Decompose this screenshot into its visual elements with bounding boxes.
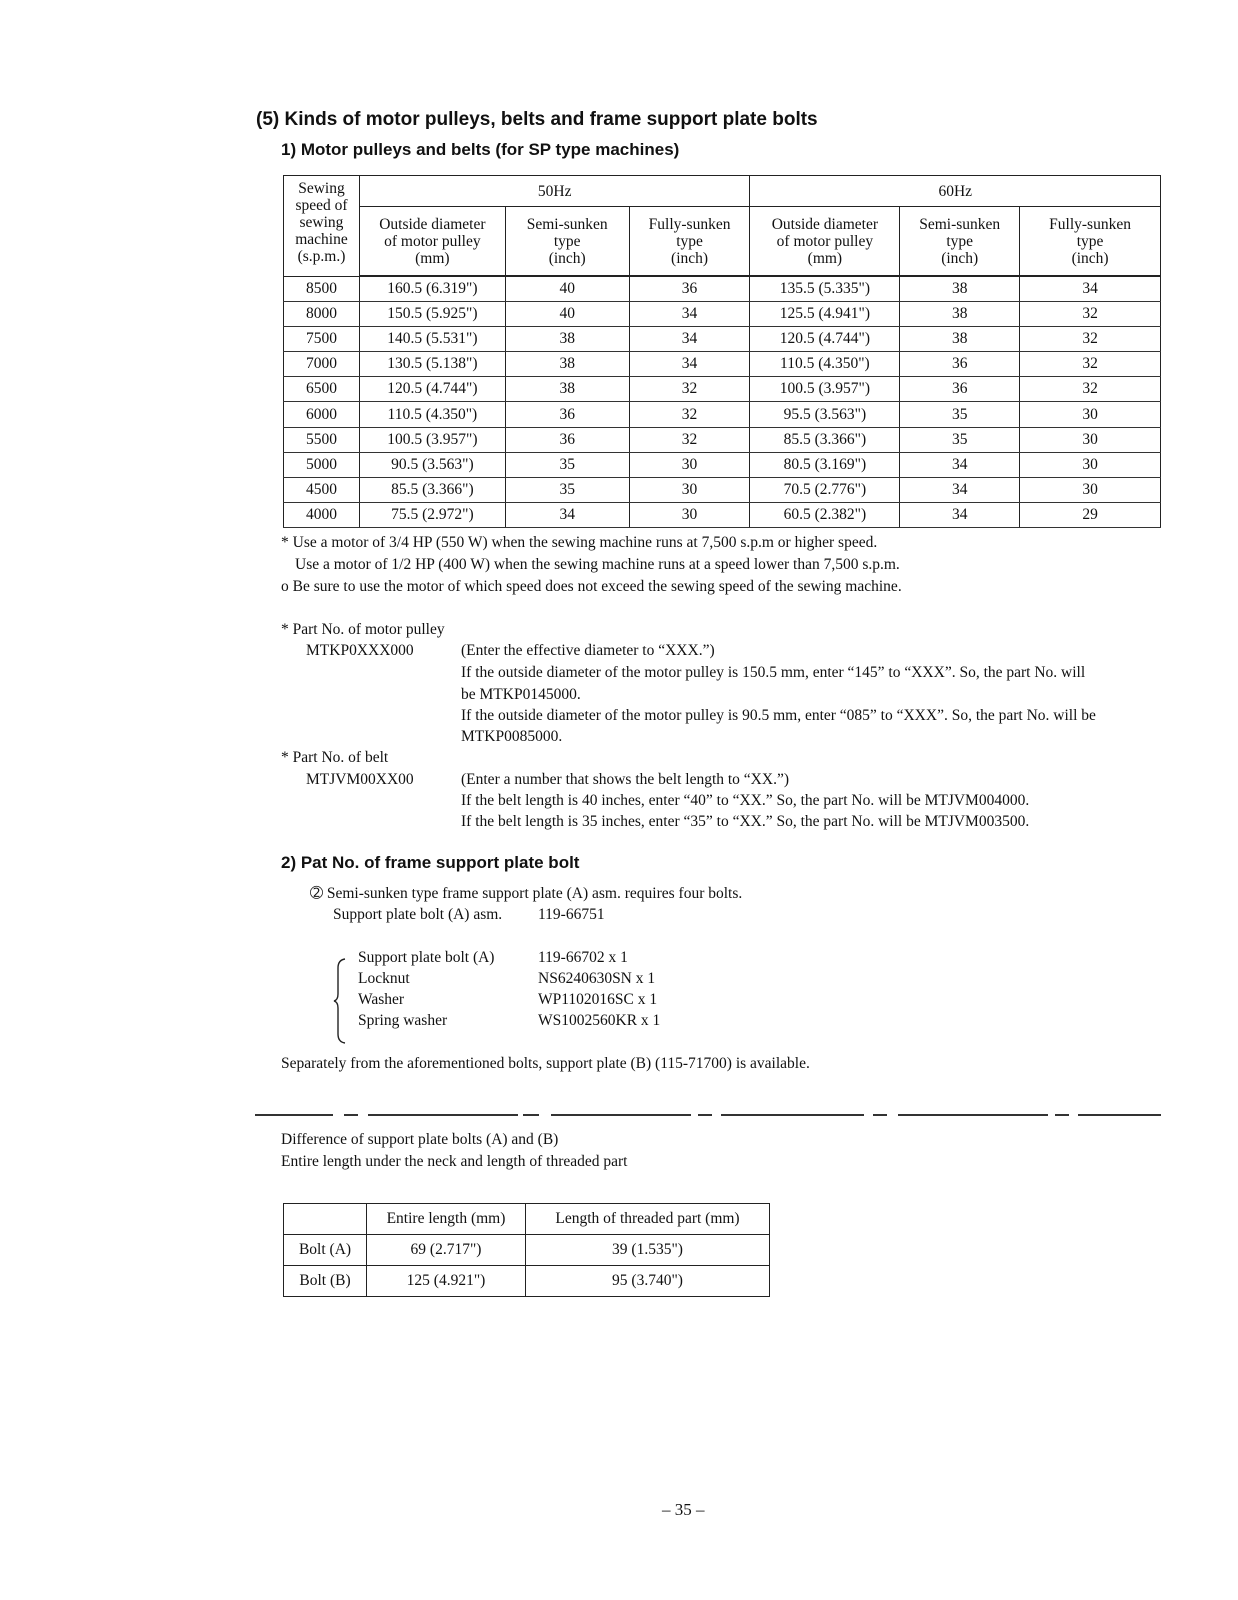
fully-50-cell: 34 [629, 326, 750, 351]
fully-50-cell: 30 [629, 478, 750, 503]
semi-60-cell: 36 [900, 377, 1020, 402]
fully-50-cell: 36 [629, 276, 750, 301]
speed-cell: 6500 [284, 377, 360, 402]
semi-60-cell: 38 [900, 326, 1020, 351]
motor-pulley-table [283, 175, 1161, 528]
pulley-60-cell: 110.5 (4.350") [750, 352, 900, 377]
bolt-item-code: NS6240630SN x 1 [538, 970, 656, 987]
pulley-50-cell: 120.5 (4.744") [359, 377, 505, 402]
pulley-50-cell: 130.5 (5.138") [359, 352, 505, 377]
fully-60-cell: 30 [1020, 402, 1161, 427]
bolt-difference-table [283, 1203, 770, 1297]
pulley-60-cell: 135.5 (5.335") [750, 276, 900, 301]
pulley-50-cell: 90.5 (3.563") [359, 452, 505, 477]
bolt-item-code: WP1102016SC x 1 [538, 991, 658, 1008]
pulley-part-line: MTKP0085000. [461, 728, 563, 745]
bolt-entire-length: 125 (4.921") [367, 1266, 526, 1297]
bolt-item-code: 119-66702 x 1 [538, 949, 628, 966]
bolt-header-entire: Entire length (mm) [367, 1204, 526, 1235]
bolt-item-name: Spring washer [358, 1012, 448, 1029]
support-plate-b-note: Separately from the aforementioned bolts, support plate (B) (115-71700) is available. [281, 1055, 810, 1072]
semi-60-cell: 34 [900, 503, 1020, 528]
fully-50-cell: 32 [629, 377, 750, 402]
pulley-60-cell: 100.5 (3.957") [750, 377, 900, 402]
table-row [284, 402, 1161, 427]
pulley-part-line: If the outside diameter of the motor pulley is 90.5 mm, enter “085” to “XXX”. So, the part No. will be [461, 707, 1096, 724]
speed-cell: 8000 [284, 301, 360, 326]
pulley-part-line: (Enter the effective diameter to “XXX.”) [461, 642, 715, 659]
pulley-60-cell: 70.5 (2.776") [750, 478, 900, 503]
brace-icon [333, 958, 347, 1044]
semi-60-cell: 38 [900, 301, 1020, 326]
header-semi-50: Semi-sunken type (inch) [505, 207, 629, 277]
pulley-60-cell: 80.5 (3.169") [750, 452, 900, 477]
subsection-motor-pulleys: 1) Motor pulleys and belts (for SP type machines) [281, 140, 680, 159]
fully-60-cell: 29 [1020, 503, 1161, 528]
section-title: (5) Kinds of motor pulleys, belts and frame support plate bolts [256, 109, 818, 130]
bolt-name: Bolt (B) [284, 1266, 367, 1297]
semi-50-cell: 36 [505, 427, 629, 452]
bolt-item-name: Washer [358, 991, 405, 1008]
bolt-header-thread: Length of threaded part (mm) [526, 1204, 770, 1235]
fully-60-cell: 32 [1020, 301, 1161, 326]
semi-60-cell: 34 [900, 452, 1020, 477]
table-row [284, 301, 1161, 326]
fully-60-cell: 32 [1020, 326, 1161, 351]
semi-50-cell: 35 [505, 478, 629, 503]
bolt-thread-length: 39 (1.535") [526, 1235, 770, 1266]
fully-50-cell: 32 [629, 402, 750, 427]
table-row [284, 1266, 770, 1297]
pulley-50-cell: 85.5 (3.366") [359, 478, 505, 503]
subsection-frame-bolt: 2) Pat No. of frame support plate bolt [281, 853, 580, 872]
table-row [284, 276, 1161, 301]
fully-60-cell: 34 [1020, 276, 1161, 301]
speed-cell: 7000 [284, 352, 360, 377]
speed-cell: 4000 [284, 503, 360, 528]
semi-50-cell: 36 [505, 402, 629, 427]
belt-part-line: If the belt length is 35 inches, enter “35” to “XX.” So, the part No. will be MTJVM003500. [461, 813, 1030, 830]
pulley-50-cell: 160.5 (6.319") [359, 276, 505, 301]
table-row [284, 503, 1161, 528]
pulley-60-cell: 95.5 (3.563") [750, 402, 900, 427]
belt-part-heading: * Part No. of belt [281, 749, 389, 766]
bolt-item-name: Locknut [358, 970, 410, 987]
header-60hz: 60Hz [750, 176, 1161, 207]
pulley-50-cell: 110.5 (4.350") [359, 402, 505, 427]
semi-50-cell: 38 [505, 352, 629, 377]
note-motor-speed: o Be sure to use the motor of which speed does not exceed the sewing speed of the sewing machine. [281, 578, 902, 595]
bolt-item-code: WS1002560KR x 1 [538, 1012, 661, 1029]
semi-60-cell: 34 [900, 478, 1020, 503]
semi-50-cell: 38 [505, 326, 629, 351]
speed-cell: 5500 [284, 427, 360, 452]
semi-50-cell: 34 [505, 503, 629, 528]
header-fully-60: Fully-sunken type (inch) [1020, 207, 1161, 277]
pulley-part-code: MTKP0XXX000 [306, 642, 414, 659]
fully-50-cell: 30 [629, 452, 750, 477]
pulley-60-cell: 125.5 (4.941") [750, 301, 900, 326]
belt-part-line: If the belt length is 40 inches, enter “40” to “XX.” So, the part No. will be MTJVM004000. [461, 792, 1030, 809]
header-semi-60: Semi-sunken type (inch) [900, 207, 1020, 277]
header-pulley-60: Outside diameter of motor pulley (mm) [750, 207, 900, 277]
pulley-part-line: be MTKP0145000. [461, 686, 581, 703]
header-fully-50: Fully-sunken type (inch) [629, 207, 750, 277]
semi-50-cell: 38 [505, 377, 629, 402]
speed-cell: 6000 [284, 402, 360, 427]
table-row [284, 326, 1161, 351]
speed-header: Sewing speed of sewing machine (s.p.m.) [284, 176, 360, 277]
fully-50-cell: 30 [629, 503, 750, 528]
bolt-thread-length: 95 (3.740") [526, 1266, 770, 1297]
semi-50-cell: 35 [505, 452, 629, 477]
fully-60-cell: 30 [1020, 452, 1161, 477]
dashed-divider [255, 1114, 1161, 1116]
pulley-part-line: If the outside diameter of the motor pulley is 150.5 mm, enter “145” to “XXX”. So, the part No. will [461, 664, 1086, 681]
speed-cell: 7500 [284, 326, 360, 351]
difference-title: Difference of support plate bolts (A) and (B) [281, 1131, 559, 1148]
fully-50-cell: 34 [629, 352, 750, 377]
fully-60-cell: 32 [1020, 352, 1161, 377]
table-row [284, 427, 1161, 452]
belt-part-line: (Enter a number that shows the belt length to “XX.”) [461, 771, 789, 788]
semi-60-cell: 38 [900, 276, 1020, 301]
note-motor-3-4hp: * Use a motor of 3/4 HP (550 W) when the sewing machine runs at 7,500 s.p.m or higher speed. [281, 534, 878, 551]
speed-cell: 4500 [284, 478, 360, 503]
fully-60-cell: 32 [1020, 377, 1161, 402]
semi-60-cell: 35 [900, 402, 1020, 427]
pulley-50-cell: 140.5 (5.531") [359, 326, 505, 351]
frame-bolt-requirement: ➁ Semi-sunken type frame support plate (A) asm. requires four bolts. [310, 885, 743, 902]
pulley-part-heading: * Part No. of motor pulley [281, 621, 445, 638]
table-row [284, 352, 1161, 377]
speed-cell: 5000 [284, 452, 360, 477]
belt-part-code: MTJVM00XX00 [306, 771, 414, 788]
speed-cell: 8500 [284, 276, 360, 301]
fully-60-cell: 30 [1020, 427, 1161, 452]
semi-60-cell: 35 [900, 427, 1020, 452]
fully-60-cell: 30 [1020, 478, 1161, 503]
pulley-60-cell: 120.5 (4.744") [750, 326, 900, 351]
header-pulley-50: Outside diameter of motor pulley (mm) [359, 207, 505, 277]
fully-50-cell: 34 [629, 301, 750, 326]
difference-subtitle: Entire length under the neck and length of threaded part [281, 1153, 628, 1170]
note-motor-1-2hp: Use a motor of 1/2 HP (400 W) when the sewing machine runs at a speed lower than 7,500 s.p.m. [295, 556, 900, 573]
table-row [284, 452, 1161, 477]
bolt-header-blank [284, 1204, 367, 1235]
table-row [284, 377, 1161, 402]
bolt-item-name: Support plate bolt (A) [358, 949, 495, 966]
semi-50-cell: 40 [505, 276, 629, 301]
bolt-name: Bolt (A) [284, 1235, 367, 1266]
semi-60-cell: 36 [900, 352, 1020, 377]
frame-bolt-asm-label: Support plate bolt (A) asm. [333, 906, 503, 923]
semi-50-cell: 40 [505, 301, 629, 326]
table-row [284, 1235, 770, 1266]
pulley-50-cell: 100.5 (3.957") [359, 427, 505, 452]
fully-50-cell: 32 [629, 427, 750, 452]
pulley-60-cell: 85.5 (3.366") [750, 427, 900, 452]
page-number: – 35 – [662, 1500, 705, 1519]
header-50hz: 50Hz [359, 176, 750, 207]
pulley-60-cell: 60.5 (2.382") [750, 503, 900, 528]
bolt-entire-length: 69 (2.717") [367, 1235, 526, 1266]
pulley-50-cell: 150.5 (5.925") [359, 301, 505, 326]
table-row [284, 478, 1161, 503]
pulley-50-cell: 75.5 (2.972") [359, 503, 505, 528]
frame-bolt-asm-code: 119-66751 [538, 906, 605, 923]
